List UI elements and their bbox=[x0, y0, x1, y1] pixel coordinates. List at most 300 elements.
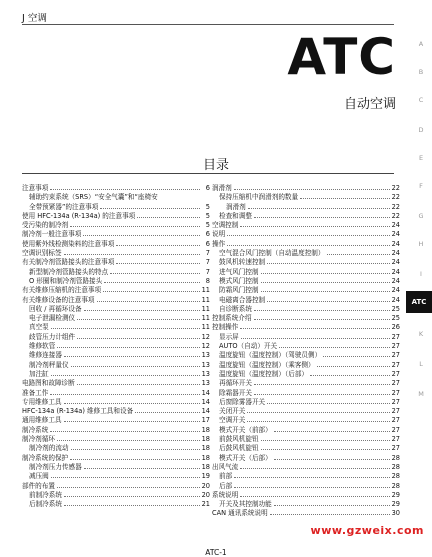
toc-entry-page: 13 bbox=[201, 379, 210, 388]
toc-entry-page: 12 bbox=[201, 332, 210, 341]
toc-entry-label: 检查和调整 bbox=[219, 211, 252, 220]
toc-entry-page: 24 bbox=[391, 276, 400, 285]
toc-entry-label: 回收 / 再循环设备 bbox=[29, 304, 82, 313]
toc-entry-label: 维修软管 bbox=[29, 342, 56, 351]
toc-entry[interactable] bbox=[212, 221, 400, 230]
toc-entry-page: 28 bbox=[391, 481, 400, 490]
toc-entry-label: 说明 bbox=[212, 230, 226, 239]
toc-leader-dots bbox=[227, 245, 389, 246]
toc-leader-dots bbox=[137, 217, 200, 218]
toc-entry-label: 制冷系统 bbox=[22, 425, 49, 434]
toc-entry[interactable] bbox=[22, 249, 210, 258]
toc-entry-label: 润滑剂 bbox=[226, 202, 246, 211]
toc-entry-label: 维修连接器 bbox=[29, 351, 62, 360]
toc-leader-dots bbox=[64, 254, 200, 255]
toc-leader-dots bbox=[104, 282, 200, 283]
toc-leader-dots bbox=[317, 366, 390, 367]
page-title: ATC bbox=[287, 28, 396, 86]
toc-entry[interactable] bbox=[22, 268, 210, 277]
toc-leader-dots bbox=[64, 505, 200, 506]
toc-entry-label: 防霜风门控制 bbox=[219, 286, 259, 295]
toc-entry-page: 21 bbox=[201, 500, 210, 509]
toc-entry-page: 27 bbox=[391, 425, 400, 434]
toc-entry-label: 出风气流 bbox=[212, 462, 239, 471]
toc-divider bbox=[22, 173, 394, 174]
section-tab-c[interactable]: C bbox=[418, 96, 424, 104]
toc-entry-label: 温度旋钮（温度控制）（乘客侧） bbox=[219, 360, 315, 369]
toc-entry[interactable] bbox=[212, 314, 400, 323]
toc-entry-page: 24 bbox=[391, 267, 400, 276]
toc-entry[interactable] bbox=[22, 258, 210, 267]
toc-leader-dots bbox=[261, 440, 390, 441]
toc-entry-label: O 形圈和制冷剂管路接头 bbox=[29, 276, 103, 285]
toc-entry-label: 使用紫外线检测染料的注意事项 bbox=[22, 239, 115, 248]
toc-leader-dots bbox=[323, 356, 389, 357]
toc-leader-dots bbox=[71, 449, 200, 450]
section-tab-h[interactable]: H bbox=[418, 240, 424, 248]
toc-entry-page: 28 bbox=[391, 472, 400, 481]
toc-entry[interactable] bbox=[212, 249, 400, 258]
toc-leader-dots bbox=[261, 291, 390, 292]
toc-entry-page: 27 bbox=[391, 360, 400, 369]
toc-entry[interactable] bbox=[212, 342, 400, 351]
toc-leader-dots bbox=[77, 319, 199, 320]
toc-entry-label: 减压阀 bbox=[29, 472, 49, 481]
toc-entry-page: 27 bbox=[391, 388, 400, 397]
toc-leader-dots bbox=[100, 208, 200, 209]
toc-entry[interactable] bbox=[22, 500, 210, 509]
toc-entry-page: 22 bbox=[391, 184, 400, 192]
toc-leader-dots bbox=[247, 421, 389, 422]
toc-entry[interactable] bbox=[22, 454, 210, 463]
toc-entry-label: 后窗除雾器开关 bbox=[219, 397, 266, 406]
toc-entry-label: 有关制冷剂管路接头的注意事项 bbox=[22, 258, 115, 267]
toc-entry[interactable] bbox=[212, 286, 400, 295]
toc-leader-dots bbox=[247, 412, 389, 413]
toc-entry-label: 控制操作 bbox=[212, 323, 239, 332]
toc-entry-page: 24 bbox=[391, 221, 400, 230]
toc-entry-label: 全带预紧器”的注意事项 bbox=[29, 202, 99, 211]
toc-leader-dots bbox=[77, 384, 200, 385]
toc-leader-dots bbox=[241, 338, 390, 339]
toc-entry-page: 14 bbox=[201, 407, 210, 416]
toc-entry-label: 除霜器开关 bbox=[219, 388, 252, 397]
section-tab-e[interactable]: E bbox=[418, 154, 424, 162]
toc-entry-page: 5 bbox=[205, 221, 210, 230]
toc-leader-dots bbox=[51, 328, 200, 329]
toc-entry[interactable] bbox=[212, 500, 400, 509]
toc-leader-dots bbox=[234, 477, 389, 478]
toc-entry-page: 7 bbox=[205, 267, 210, 276]
toc-entry[interactable] bbox=[22, 193, 210, 202]
toc-leader-dots bbox=[57, 440, 200, 441]
toc-leader-dots bbox=[240, 496, 389, 497]
toc-entry-label: 操作 bbox=[212, 239, 226, 248]
toc-entry-label: 关闭开关 bbox=[219, 407, 246, 416]
toc-entry[interactable] bbox=[212, 463, 400, 472]
toc-entry[interactable] bbox=[22, 435, 210, 444]
toc-entry[interactable] bbox=[22, 482, 210, 491]
toc-entry-label: CAN 通讯系统说明 bbox=[212, 509, 268, 518]
toc-leader-dots bbox=[51, 477, 200, 478]
toc-entry-label: AUTO（自动）开关 bbox=[219, 342, 278, 351]
toc-entry[interactable] bbox=[212, 305, 400, 314]
toc-entry-label: 辅助约束系统（SRS）“安全气囊”和“座椅安 bbox=[29, 193, 158, 202]
toc-entry-label: 温度旋钮（温度控制）（驾驶员侧） bbox=[219, 351, 322, 360]
toc-entry-label: 制冷系统的保护 bbox=[22, 453, 69, 462]
toc-entry-label: 空调识别标签 bbox=[22, 249, 62, 258]
toc-leader-dots bbox=[135, 412, 199, 413]
toc-entry-page: 11 bbox=[201, 323, 210, 332]
toc-entry-label: 保持压缩机中润滑剂的数量 bbox=[219, 193, 299, 202]
toc-leader-dots bbox=[240, 226, 389, 227]
toc-entry-page: 24 bbox=[391, 230, 400, 239]
toc-leader-dots bbox=[267, 403, 389, 404]
toc-entry-page: 24 bbox=[391, 258, 400, 267]
toc-entry-label: 后鼓风机旋钮 bbox=[219, 444, 259, 453]
toc-entry[interactable] bbox=[212, 258, 400, 267]
toc-entry-page: 11 bbox=[201, 314, 210, 323]
toc-leader-dots bbox=[267, 301, 389, 302]
toc-entry-page: 5 bbox=[205, 202, 210, 211]
toc-entry-page: 7 bbox=[205, 258, 210, 267]
toc-leader-dots bbox=[254, 394, 390, 395]
toc-entry-page: 14 bbox=[201, 388, 210, 397]
toc-entry-page: 27 bbox=[391, 397, 400, 406]
toc-entry-page: 11 bbox=[201, 295, 210, 304]
section-label: J 空调 bbox=[22, 13, 47, 24]
toc-entry-page: 27 bbox=[391, 407, 400, 416]
toc-leader-dots bbox=[70, 459, 199, 460]
toc-entry-page: 24 bbox=[391, 286, 400, 295]
toc-entry-page: 26 bbox=[391, 323, 400, 332]
toc-entry-label: 模式风门控制 bbox=[219, 276, 259, 285]
toc-entry[interactable] bbox=[212, 268, 400, 277]
toc-leader-dots bbox=[274, 505, 390, 506]
toc-entry-page: 22 bbox=[391, 211, 400, 220]
toc-entry-page: 18 bbox=[201, 435, 210, 444]
toc-leader-dots bbox=[64, 421, 200, 422]
toc-leader-dots bbox=[279, 347, 389, 348]
toc-entry[interactable] bbox=[22, 314, 210, 323]
toc-entry-label: 温度旋钮（温度控制）（后部） bbox=[219, 369, 309, 378]
toc-entry[interactable] bbox=[22, 296, 210, 305]
toc-entry-page: 27 bbox=[391, 351, 400, 360]
toc-entry[interactable] bbox=[22, 333, 210, 342]
toc-entry-page: 18 bbox=[201, 425, 210, 434]
toc-entry-label: 系统说明 bbox=[212, 490, 239, 499]
toc-leader-dots bbox=[240, 468, 389, 469]
toc-leader-dots bbox=[84, 468, 200, 469]
toc-entry[interactable] bbox=[212, 277, 400, 286]
toc-leader-dots bbox=[227, 235, 389, 236]
toc-entry[interactable] bbox=[212, 435, 400, 444]
toc-entry-page: 13 bbox=[201, 369, 210, 378]
toc-entry-label: 受污染的制冷剂 bbox=[22, 221, 69, 230]
toc-entry-page: 14 bbox=[201, 397, 210, 406]
toc-entry-label: 空气混合风门控制（自动温度控制） bbox=[219, 249, 325, 258]
toc-leader-dots bbox=[116, 263, 200, 264]
toc-leader-dots bbox=[254, 319, 390, 320]
toc-leader-dots bbox=[270, 514, 390, 515]
toc-entry[interactable] bbox=[212, 184, 400, 193]
toc-leader-dots bbox=[77, 338, 199, 339]
toc-entry[interactable] bbox=[212, 370, 400, 379]
toc-entry-label: 使用 HFC-134a (R-134a) 的注意事项 bbox=[22, 211, 136, 220]
toc-entry-label: 电路图和故障诊断 bbox=[22, 379, 75, 388]
toc-leader-dots bbox=[116, 245, 200, 246]
toc-entry-page: 20 bbox=[201, 490, 210, 499]
toc-entry-page: 18 bbox=[201, 453, 210, 462]
toc-leader-dots bbox=[310, 375, 390, 376]
toc-entry-label: 开关及其控制功能 bbox=[219, 500, 272, 509]
toc-entry[interactable] bbox=[22, 370, 210, 379]
toc-entry-label: 后部 bbox=[219, 481, 233, 490]
toc-entry[interactable] bbox=[212, 416, 400, 425]
toc-entry-page: 8 bbox=[205, 276, 210, 285]
toc-entry-page: 27 bbox=[391, 444, 400, 453]
toc-entry-page: 27 bbox=[391, 332, 400, 341]
toc-entry[interactable] bbox=[212, 444, 400, 453]
section-tab-g[interactable]: G bbox=[418, 212, 424, 220]
toc-entry[interactable] bbox=[212, 203, 400, 212]
toc-entry-label: 空调控制 bbox=[212, 221, 239, 230]
toc-leader-dots bbox=[50, 189, 200, 190]
toc-leader-dots bbox=[103, 291, 199, 292]
toc-entry-label: HFC-134a (R-134a) 维修工具和设备 bbox=[22, 407, 134, 416]
toc-leader-dots bbox=[64, 403, 200, 404]
toc-leader-dots bbox=[83, 235, 200, 236]
section-tab-atc[interactable]: ATC bbox=[406, 291, 432, 313]
toc-entry-page: 28 bbox=[391, 462, 400, 471]
toc-entry-label: 注意事项 bbox=[22, 184, 49, 192]
toc-entry-page: 25 bbox=[391, 314, 400, 323]
toc-entry-page: 17 bbox=[201, 416, 210, 425]
toc-leader-dots bbox=[261, 282, 390, 283]
toc-entry-page: 6 bbox=[205, 184, 210, 192]
toc-entry-label: 电磁离合器控制 bbox=[219, 295, 266, 304]
toc-entry[interactable] bbox=[22, 342, 210, 351]
toc-entry[interactable] bbox=[22, 240, 210, 249]
toc-entry[interactable] bbox=[22, 184, 210, 193]
toc-entry-label: 真空泵 bbox=[29, 323, 49, 332]
toc-entry-label: 进气风门控制 bbox=[219, 267, 259, 276]
toc-entry-label: 前制冷系统 bbox=[29, 490, 62, 499]
toc-entry[interactable] bbox=[212, 389, 400, 398]
toc-entry-page: 13 bbox=[201, 351, 210, 360]
toc-entry[interactable] bbox=[212, 379, 400, 388]
toc-entry-page: 27 bbox=[391, 369, 400, 378]
toc-entry-label: 有关维修设备的注意事项 bbox=[22, 295, 95, 304]
toc-entry-label: 通用维修工具 bbox=[22, 416, 62, 425]
toc-entry-label: 制冷剂秤量仪 bbox=[29, 360, 69, 369]
toc-entry-label: 控制系统介绍 bbox=[212, 314, 252, 323]
toc-entry-label: 部件的布置 bbox=[22, 481, 55, 490]
toc-leader-dots bbox=[71, 366, 200, 367]
toc-entry-page: 25 bbox=[391, 304, 400, 313]
toc-entry-page: 29 bbox=[391, 490, 400, 499]
section-tab-b[interactable]: B bbox=[418, 68, 424, 76]
toc-entry-page: 12 bbox=[201, 342, 210, 351]
toc-entry-label: 制冷剂压力传感器 bbox=[29, 462, 82, 471]
toc-entry-page: 5 bbox=[205, 211, 210, 220]
toc-entry-label: 制冷剂一般注意事项 bbox=[22, 230, 82, 239]
toc-entry[interactable] bbox=[22, 305, 210, 314]
toc-entry[interactable] bbox=[212, 230, 400, 239]
watermark: www.gzweix.com bbox=[310, 524, 424, 537]
toc-leader-dots bbox=[254, 384, 390, 385]
toc-entry-page: 27 bbox=[391, 342, 400, 351]
toc-leader-dots bbox=[234, 189, 390, 190]
toc-entry[interactable] bbox=[22, 463, 210, 472]
toc-entry-label: 模式开关（前部） bbox=[219, 425, 272, 434]
toc-entry-page: 22 bbox=[391, 202, 400, 211]
toc-entry-page: 19 bbox=[201, 472, 210, 481]
toc-entry[interactable] bbox=[22, 212, 210, 221]
toc-entry[interactable] bbox=[212, 509, 400, 518]
toc-entry-page: 20 bbox=[201, 481, 210, 490]
toc-entry[interactable] bbox=[22, 444, 210, 453]
toc-entry-page: 6 bbox=[205, 239, 210, 248]
toc-entry-page: 27 bbox=[391, 379, 400, 388]
header-divider bbox=[22, 24, 394, 25]
toc-entry-label: 模式开关（后部） bbox=[219, 453, 272, 462]
toc-entry[interactable] bbox=[212, 351, 400, 360]
toc-entry-page: 11 bbox=[201, 304, 210, 313]
toc-entry[interactable] bbox=[212, 454, 400, 463]
toc-entry-page: 24 bbox=[391, 295, 400, 304]
toc-entry-page: 24 bbox=[391, 249, 400, 258]
toc-entry[interactable] bbox=[212, 482, 400, 491]
toc-entry[interactable] bbox=[212, 491, 400, 500]
toc-entry[interactable] bbox=[22, 416, 210, 425]
toc-leader-dots bbox=[57, 487, 200, 488]
toc-entry-label: 加注缸 bbox=[29, 369, 49, 378]
toc-entry-page: 22 bbox=[391, 193, 400, 202]
toc-entry-label: 制冷剂循环 bbox=[22, 435, 55, 444]
toc-entry-label: 前部 bbox=[219, 472, 233, 481]
toc-entry-label: 再循环开关 bbox=[219, 379, 252, 388]
toc-entry[interactable] bbox=[212, 296, 400, 305]
toc-leader-dots bbox=[300, 198, 389, 199]
section-tab-i[interactable]: I bbox=[420, 270, 422, 278]
toc-leader-dots bbox=[234, 487, 389, 488]
toc-entry-page: 30 bbox=[391, 509, 400, 518]
toc-leader-dots bbox=[274, 459, 390, 460]
toc-entry[interactable] bbox=[212, 193, 400, 202]
toc-entry[interactable] bbox=[22, 230, 210, 239]
toc-entry[interactable] bbox=[212, 361, 400, 370]
toc-entry[interactable] bbox=[212, 240, 400, 249]
page-number: ATC-1 bbox=[205, 548, 227, 557]
toc-entry[interactable] bbox=[22, 389, 210, 398]
toc-leader-dots bbox=[261, 449, 390, 450]
section-tab-k[interactable]: K bbox=[418, 330, 424, 338]
toc-entry-label: 准备工作 bbox=[22, 388, 49, 397]
toc-entry[interactable] bbox=[212, 333, 400, 342]
toc-leader-dots bbox=[240, 328, 389, 329]
toc-entry-page: 27 bbox=[391, 416, 400, 425]
toc-leader-dots bbox=[64, 496, 200, 497]
toc-entry[interactable] bbox=[212, 398, 400, 407]
toc-entry-page: 28 bbox=[391, 453, 400, 462]
toc-leader-dots bbox=[97, 301, 200, 302]
toc-entry-label: 自诊断系统 bbox=[219, 304, 252, 313]
toc-leader-dots bbox=[64, 356, 200, 357]
toc-entry-page: 29 bbox=[391, 500, 400, 509]
toc-leader-dots bbox=[84, 310, 200, 311]
toc-entry-label: 制冷剂的流动 bbox=[29, 444, 69, 453]
toc-leader-dots bbox=[274, 431, 390, 432]
toc-entry[interactable] bbox=[22, 379, 210, 388]
toc-entry[interactable] bbox=[22, 426, 210, 435]
toc-leader-dots bbox=[327, 254, 390, 255]
toc-entry[interactable] bbox=[22, 398, 210, 407]
toc-entry-page: 18 bbox=[201, 462, 210, 471]
toc-entry-page: 11 bbox=[201, 286, 210, 295]
section-tab-d[interactable]: D bbox=[418, 126, 424, 134]
page-subtitle: 自动空调 bbox=[343, 97, 396, 112]
toc-leader-dots bbox=[51, 375, 200, 376]
toc-entry-label: 空调开关 bbox=[219, 416, 246, 425]
toc-entry[interactable] bbox=[22, 286, 210, 295]
toc-entry[interactable] bbox=[212, 212, 400, 221]
toc-column-left bbox=[22, 184, 210, 509]
toc-leader-dots bbox=[57, 347, 199, 348]
toc-title: 目录 bbox=[202, 158, 229, 173]
toc-entry[interactable] bbox=[22, 323, 210, 332]
toc-entry-label: 有关维修压缩机的注意事项 bbox=[22, 286, 102, 295]
toc-leader-dots bbox=[248, 208, 390, 209]
toc-entry-label: 歧管压力计组件 bbox=[29, 332, 76, 341]
toc-entry-label: 显示屏 bbox=[219, 332, 239, 341]
toc-entry-label: 专用维修工具 bbox=[22, 397, 62, 406]
toc-entry-page: 6 bbox=[205, 230, 210, 239]
toc-leader-dots bbox=[50, 394, 199, 395]
toc-entry[interactable] bbox=[212, 323, 400, 332]
section-tab-f[interactable]: F bbox=[419, 182, 423, 190]
toc-entry[interactable] bbox=[212, 426, 400, 435]
toc-entry[interactable] bbox=[22, 472, 210, 481]
toc-entry-label: 润滑剂 bbox=[212, 184, 232, 192]
toc-column-right bbox=[212, 184, 400, 519]
toc-leader-dots bbox=[267, 263, 389, 264]
toc-entry-page: 13 bbox=[201, 360, 210, 369]
toc-entry[interactable] bbox=[22, 277, 210, 286]
toc-entry[interactable] bbox=[22, 361, 210, 370]
toc-entry-label: 新型制冷剂管路接头的特点 bbox=[29, 267, 109, 276]
toc-leader-dots bbox=[254, 310, 390, 311]
toc-leader-dots bbox=[110, 273, 200, 274]
toc-leader-dots bbox=[70, 226, 200, 227]
toc-entry[interactable] bbox=[22, 351, 210, 360]
section-tab-m[interactable]: M bbox=[418, 390, 424, 398]
toc-entry-page: 7 bbox=[205, 249, 210, 258]
toc-entry-page: 24 bbox=[391, 239, 400, 248]
section-tab-a[interactable]: A bbox=[418, 40, 424, 48]
toc-leader-dots bbox=[254, 217, 390, 218]
toc-entry[interactable] bbox=[22, 491, 210, 500]
toc-entry[interactable] bbox=[22, 203, 210, 212]
toc-leader-dots bbox=[261, 273, 390, 274]
toc-entry-label: 鼓风机转速控制 bbox=[219, 258, 266, 267]
toc-entry-label: 前鼓风机旋钮 bbox=[219, 435, 259, 444]
toc-entry[interactable] bbox=[212, 472, 400, 481]
toc-entry-page: 18 bbox=[201, 444, 210, 453]
toc-entry-label: 电子泄漏检测仪 bbox=[29, 314, 76, 323]
section-tab-l[interactable]: L bbox=[419, 360, 423, 368]
toc-entry-label: 后制冷系统 bbox=[29, 500, 62, 509]
